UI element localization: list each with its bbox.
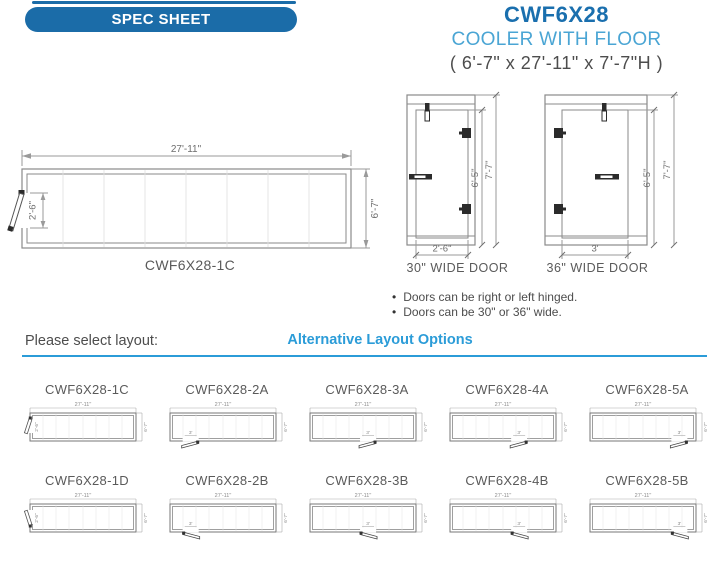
svg-text:27'-11": 27'-11" [494,402,512,408]
layout-option-drawing [161,491,293,547]
layout-option-drawing [21,491,153,547]
svg-text:27'-11": 27'-11" [634,402,652,408]
thumb-door-swing [24,417,40,434]
layout-option-label: CWF6X28-2A [185,382,269,397]
layout-option-drawing [301,400,433,456]
svg-text:3': 3' [366,522,370,527]
svg-text:6'-7": 6'-7" [424,422,429,432]
layout-option[interactable] [297,473,437,547]
svg-text:3': 3' [188,431,193,436]
svg-text:27'-11": 27'-11" [354,493,372,499]
layout-option[interactable] [297,382,437,456]
layout-option-drawing [301,491,433,547]
layout-option[interactable] [577,473,717,547]
layout-option-label: CWF6X28-5B [605,473,689,488]
layout-options-grid [17,382,717,547]
svg-text:27'-11": 27'-11" [634,493,652,499]
svg-text:27'-11": 27'-11" [354,402,372,408]
door-hinge-icons [554,128,566,214]
layout-option-label: CWF6X28-1C [45,382,129,397]
door-width-dimension [413,240,471,259]
layout-option[interactable] [437,382,577,456]
elevation-30-door-drawing [398,88,516,274]
model-title: CWF6X28 [504,2,609,27]
svg-text:6'-7": 6'-7" [704,513,709,523]
panel-seams [63,170,309,247]
product-title: COOLER WITH FLOOR [451,29,662,50]
svg-text:3': 3' [366,431,370,436]
thumb-door-swing [671,521,689,539]
thumb-door-swing [670,430,688,448]
svg-text:6'-7": 6'-7" [370,198,381,219]
svg-text:7'-7": 7'-7" [484,160,495,180]
svg-text:6'-7": 6'-7" [284,513,289,523]
overall-dimensions: ( 6'-7" x 27'-11" x 7'-7"H ) [449,53,664,73]
layout-option-drawing [441,491,573,547]
svg-text:6'-7": 6'-7" [564,422,569,432]
svg-text:6'-5": 6'-5" [642,168,653,188]
elevation-30-door-label: 30" WIDE DOOR [406,261,509,275]
elevation-36-door-label: 36" WIDE DOOR [546,261,649,275]
layout-option-drawing [21,400,153,456]
note-width: • Doors can be 30" or 36" wide. [392,305,712,320]
layout-option-drawing [581,400,713,456]
svg-text:2'-6": 2'-6" [35,422,40,432]
svg-text:6'-7": 6'-7" [704,422,709,432]
door-handle-icon [595,174,619,180]
floor-plan-label: CWF6X28-1C [144,257,236,273]
svg-text:6'-7": 6'-7" [284,422,289,432]
title-block [398,2,715,74]
thumb-seams [603,414,682,440]
layout-option[interactable] [157,473,297,547]
svg-text:6'-7": 6'-7" [424,513,429,523]
svg-text:3': 3' [188,522,193,527]
layout-option-label: CWF6X28-2B [185,473,269,488]
layout-option-drawing [441,400,573,456]
spec-sheet-label: SPEC SHEET [111,11,211,28]
svg-text:2'-6": 2'-6" [27,201,39,220]
plan-depth-dimension [351,169,381,248]
thumb-seams [323,505,402,531]
layout-option-label: CWF6X28-4A [465,382,549,397]
layout-option-label: CWF6X28-3B [325,473,409,488]
thumb-door-swing [360,521,378,539]
svg-text:3': 3' [591,243,599,255]
thumb-seams [323,414,402,440]
thumb-seams [463,505,542,531]
svg-text:27'-11": 27'-11" [170,144,202,155]
layout-option-drawing [161,400,293,456]
layout-option[interactable] [17,382,157,456]
thumb-door-swing [511,521,529,539]
thumb-door-swing [510,430,528,448]
svg-text:3': 3' [517,431,521,436]
svg-text:6'-5": 6'-5" [470,168,481,188]
svg-text:27'-11": 27'-11" [494,493,512,499]
layout-option-label: CWF6X28-5A [605,382,689,397]
svg-text:27'-11": 27'-11" [214,402,232,408]
elevation-36-door-drawing [538,88,703,274]
layout-option-label: CWF6X28-3A [325,382,409,397]
door-width-dimension [559,240,631,259]
layout-option[interactable] [17,473,157,547]
thumb-seams [183,505,262,531]
svg-text:6'-7": 6'-7" [564,513,569,523]
thumb-seams [183,414,262,440]
alternative-layout-title: Alternative Layout Options [287,332,473,348]
svg-text:27'-11": 27'-11" [74,493,92,499]
floor-plan-drawing [6,140,386,260]
svg-text:3': 3' [517,522,521,527]
spec-sheet-banner [25,7,297,32]
svg-text:6'-7": 6'-7" [144,422,149,432]
thumb-seams [463,414,542,440]
svg-text:27'-11": 27'-11" [214,493,232,499]
door-notes [392,290,712,320]
thumb-door-swing [359,430,377,448]
plan-door-dimension [28,193,49,228]
thumb-seams [603,505,682,531]
thumb-seams [43,414,122,440]
layout-option-drawing [581,491,713,547]
door-handle-icon [409,174,432,180]
svg-text:3': 3' [677,522,682,527]
svg-text:7'-7": 7'-7" [662,160,673,180]
layout-option[interactable] [577,382,717,456]
door-closer-icon [425,103,430,121]
header-rule [32,1,296,4]
layout-option-label: CWF6X28-4B [465,473,549,488]
svg-text:2'-6": 2'-6" [432,243,452,255]
layout-option-label: CWF6X28-1D [45,473,129,488]
select-layout-prompt: Please select layout: [25,333,158,349]
svg-text:2'-6": 2'-6" [35,513,40,523]
thumb-door-swing [182,521,200,539]
section-divider [22,355,707,357]
svg-text:6'-7": 6'-7" [144,513,149,523]
plan-door-swing [7,190,28,232]
door-closer-icon [602,103,607,121]
plan-width-dimension [22,144,351,166]
door-height-dimension [628,107,658,248]
svg-text:3': 3' [677,431,682,436]
layout-option[interactable] [437,473,577,547]
layout-option[interactable] [157,382,297,456]
svg-text:27'-11": 27'-11" [74,402,92,408]
thumb-door-swing [182,430,200,448]
note-hinge: • Doors can be right or left hinged. [392,290,712,305]
thumb-seams [43,505,122,531]
